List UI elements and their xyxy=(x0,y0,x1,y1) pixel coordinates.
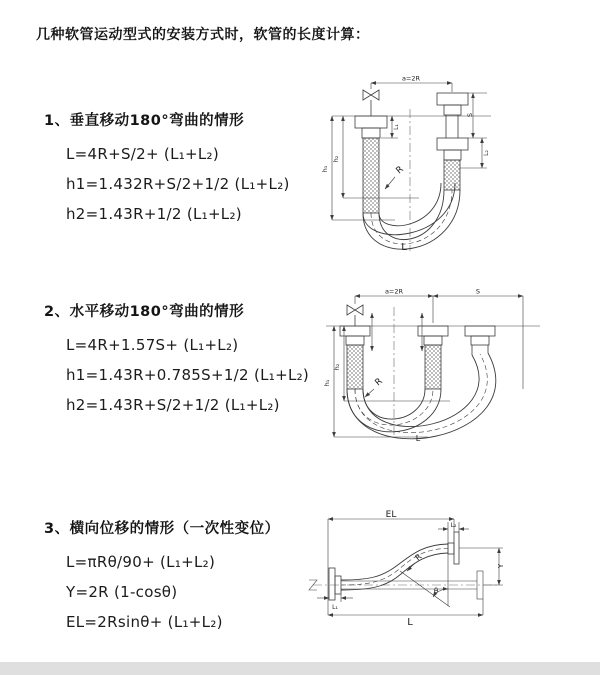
diagram-vertical-180-bend xyxy=(315,73,585,255)
section-3-formulas xyxy=(66,547,280,637)
dimension-a2r xyxy=(371,83,452,92)
displaced-flange xyxy=(448,532,459,564)
dim-label-h2: h₂ xyxy=(332,155,340,163)
dim-label-a2r: a=2R xyxy=(384,287,404,296)
right-flange-fitting-lower xyxy=(437,138,468,160)
section-1-heading: 1、垂直移动180°弯曲的情形 xyxy=(44,113,245,129)
dim-label-l2: L₂ xyxy=(450,522,457,529)
diagram-lateral-displacement xyxy=(305,510,595,645)
fitting-dimension-ticks xyxy=(372,313,422,351)
dim-label-l1: L₁ xyxy=(332,604,338,611)
page-bottom-edge xyxy=(0,662,600,675)
left-braided-hose-section xyxy=(363,138,379,213)
moved-flange-fitting xyxy=(465,326,495,345)
radius-leader-arrow xyxy=(407,563,415,571)
dim-label-l: L xyxy=(415,434,421,443)
dimension-l xyxy=(328,599,483,615)
moved-pipe-stubs xyxy=(472,345,488,355)
formula-length: L=4R+1.57S+ (L₁+L₂) xyxy=(66,336,239,354)
valve-icon xyxy=(347,305,363,326)
dim-label-s: S xyxy=(475,287,481,296)
middle-flange-fitting xyxy=(418,326,448,345)
dim-label-r: R xyxy=(394,164,406,177)
dim-label-el: EL xyxy=(385,510,397,520)
formula-y: Y=2R (1-cosθ) xyxy=(66,583,178,601)
middle-braided-hose-section xyxy=(425,345,441,389)
right-braided-hose-section xyxy=(444,160,460,190)
dim-label-l2: L₂ xyxy=(483,150,490,156)
dimension-s xyxy=(433,296,523,389)
diagram-horizontal-180-bend xyxy=(310,283,600,443)
section-lateral-displacement xyxy=(44,517,280,637)
formula-h2: h2=1.43R+1/2 (L₁+L₂) xyxy=(66,205,242,223)
dimension-l2 xyxy=(438,522,469,606)
left-flange-fitting xyxy=(340,326,370,345)
formula-length: L=πRθ/90+ (L₁+L₂) xyxy=(66,553,216,571)
section-1-formulas xyxy=(66,139,290,229)
valve-icon xyxy=(363,90,379,116)
page-title: 几种软管运动型式的安装方式时，软管的长度计算： xyxy=(36,27,370,43)
dim-label-h1: h₁ xyxy=(321,165,329,173)
dim-label-l1: L₁ xyxy=(393,124,400,130)
radius-leader-arrow xyxy=(365,389,374,397)
dim-label-theta: θ xyxy=(433,587,439,595)
formula-h1: h1=1.432R+S/2+1/2 (L₁+L₂) xyxy=(66,175,290,193)
dim-label-r: R xyxy=(413,552,424,563)
formula-length: L=4R+S/2+ (L₁+L₂) xyxy=(66,145,220,163)
formula-h1: h1=1.43R+0.785S+1/2 (L₁+L₂) xyxy=(66,366,310,384)
hose-u-curves xyxy=(347,353,496,439)
section-horizontal-movement xyxy=(44,300,309,420)
section-2-formulas xyxy=(66,330,309,420)
dim-label-l: L xyxy=(407,617,413,628)
left-flange-fitting xyxy=(355,116,387,138)
dim-label-s: S xyxy=(466,112,474,118)
radius-leader-arrow xyxy=(385,177,395,189)
left-flange xyxy=(329,568,341,600)
right-flange-fitting-upper xyxy=(437,93,468,115)
left-braided-hose-section xyxy=(347,345,363,389)
dimension-el xyxy=(328,519,454,615)
dim-label-h1: h₁ xyxy=(323,379,331,387)
dim-label-y: Y xyxy=(497,563,505,569)
section-vertical-movement xyxy=(44,109,290,229)
dim-label-l: L xyxy=(401,242,407,253)
hose-s-curve xyxy=(341,544,448,590)
dim-label-h2: h₂ xyxy=(333,363,341,371)
section-3-heading: 3、横向位移的情形（一次性变位） xyxy=(44,521,280,537)
right-pipe-walls xyxy=(446,115,458,138)
formula-el: EL=2Rsinθ+ (L₁+L₂) xyxy=(66,613,223,631)
dim-label-r: R xyxy=(373,376,385,389)
dim-label-a2r: a=2R xyxy=(401,74,421,83)
section-2-heading: 2、水平移动180°弯曲的情形 xyxy=(44,304,245,320)
formula-h2: h2=1.43R+S/2+1/2 (L₁+L₂) xyxy=(66,396,280,414)
